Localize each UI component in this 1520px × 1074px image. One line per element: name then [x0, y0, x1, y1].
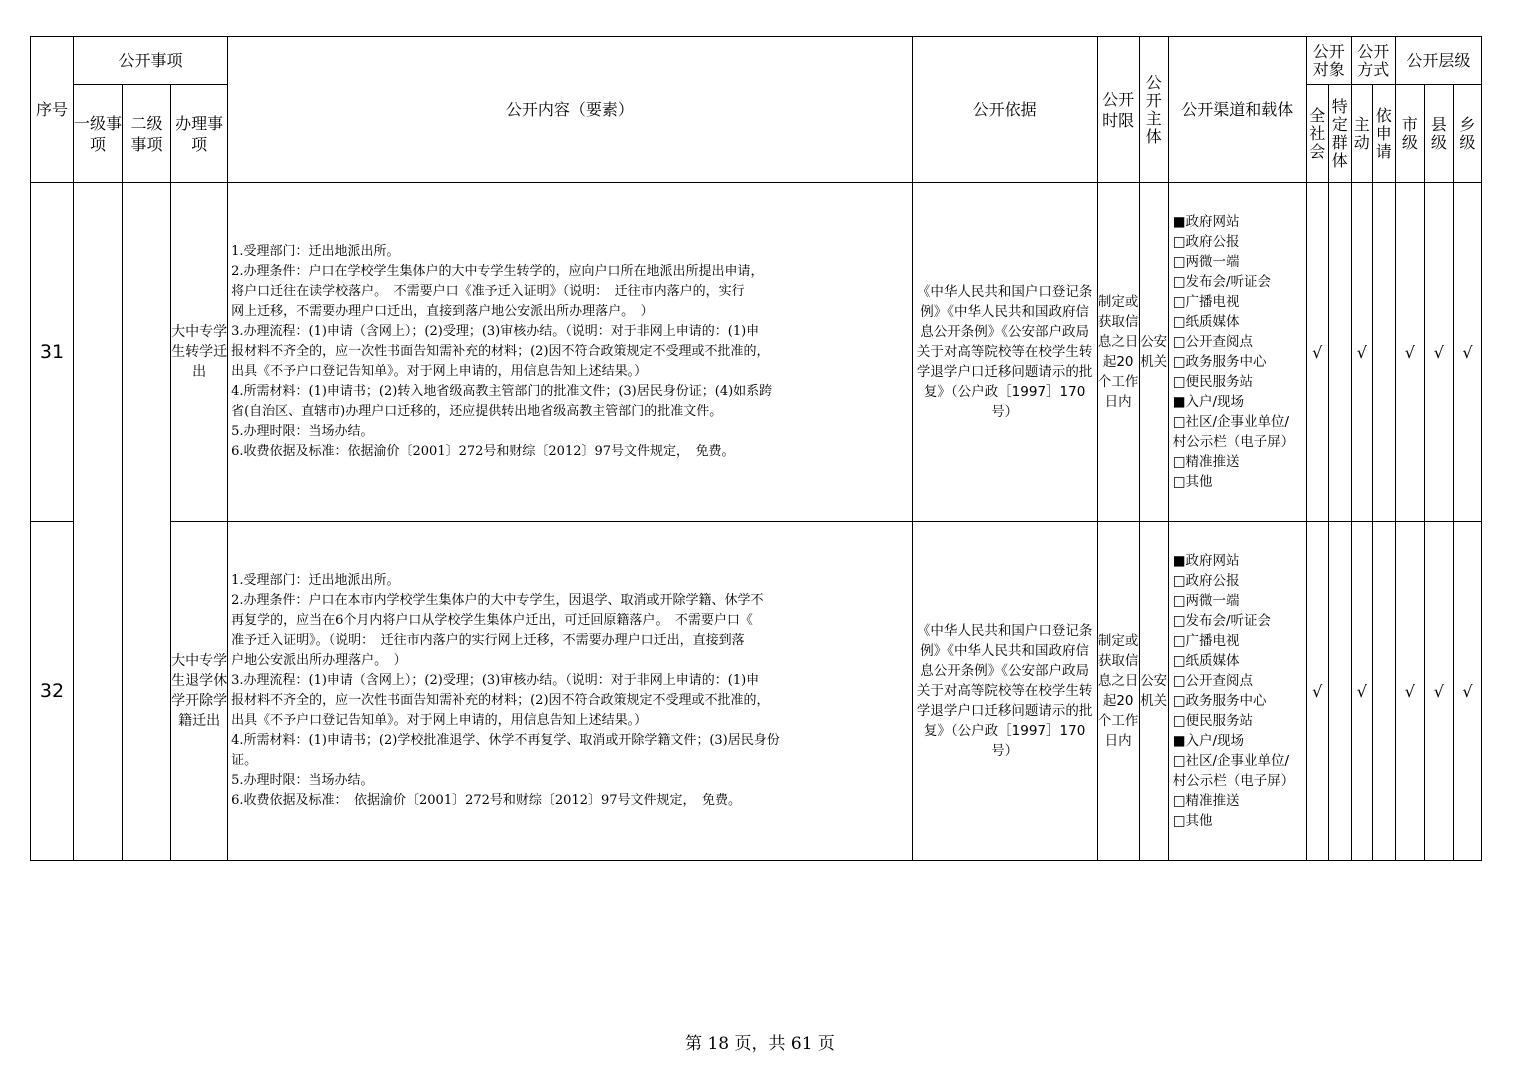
content-line: 省(自治区、直辖市)办理户口迁移的，还应提供转出地省级高教主管部门的批准文件。 [231, 404, 723, 419]
time-limit-cell: 制定或获取信息之日起20个工作日内 [1097, 522, 1139, 861]
header-content: 公开内容（要素） [228, 37, 912, 183]
subject-cell: 公安机关 [1139, 522, 1168, 861]
channel-item: □纸质媒体 [1172, 314, 1240, 330]
content-line: 2.办理条件：户口在学校学生集体户的大中专学生转学的，应向户口所在地派出所提出申请， [231, 264, 764, 279]
checkbox-empty-icon: □ [1172, 673, 1186, 689]
channel-item: ■入户/现场 [1172, 733, 1245, 749]
checkbox-empty-icon: □ [1172, 374, 1186, 390]
header-basis: 公开依据 [912, 37, 1097, 183]
checkbox-empty-icon: □ [1172, 334, 1186, 350]
handle-item: 大中专学生转学迁出 [171, 183, 228, 522]
content-line: 出具《不予户口登记告知单》。对于网上申请的，用信息告知上述结果。） [231, 364, 648, 379]
time-limit-cell: 制定或获取信息之日起20个工作日内 [1097, 183, 1139, 522]
content-line: 5.办理时限：当场办结。 [231, 424, 374, 439]
table-row [31, 183, 1482, 522]
mark-audience-specific [1328, 183, 1351, 522]
content-line: 1.受理部门：迁出地派出所。 [231, 573, 400, 588]
channel-item: □两微一端 [1172, 254, 1240, 270]
channel-item: □政务服务中心 [1172, 693, 1267, 709]
header-audience-all: 全社会 [1306, 85, 1328, 183]
content-line: 2.办理条件：户口在本市内学校学生集体户的大中专学生，因退学、取消或开除学籍、休学不 [231, 593, 764, 608]
checkbox-checked-icon: ■ [1172, 733, 1186, 749]
mark-level-town: √ [1453, 522, 1481, 861]
channel-item: □精准推送 [1172, 454, 1240, 470]
checkbox-empty-icon: □ [1172, 813, 1186, 829]
channel-item: □纸质媒体 [1172, 653, 1240, 669]
channel-item: ■入户/现场 [1172, 394, 1245, 410]
header-items-group: 公开事项 [74, 37, 228, 85]
header-channel: 公开渠道和载体 [1168, 37, 1306, 183]
header-handle: 办理事项 [171, 85, 228, 183]
channel-item: □政府公报 [1172, 234, 1240, 250]
checkbox-empty-icon: □ [1172, 274, 1186, 290]
channel-item: □政务服务中心 [1172, 354, 1267, 370]
mark-audience-specific [1328, 522, 1351, 861]
channel-item: □社区/企事业单位/村公示栏（电子屏） [1172, 753, 1295, 789]
mark-level-county: √ [1424, 183, 1453, 522]
basis-cell: 《中华人民共和国户口登记条例》《中华人民共和国政府信息公开条例》《公安部户政局关于对高等院校等在校学生转学退学户口迁移问题请示的批复》（公户政［1997］170号） [912, 183, 1097, 522]
channel-item: □广播电视 [1172, 633, 1240, 649]
checkbox-empty-icon: □ [1172, 653, 1186, 669]
content-line: 报材料不齐全的，应一次性书面告知需补充的材料；(2)因不符合政策规定不受理或不批准的， [231, 344, 770, 359]
header-audience-group: 公开对象 [1306, 37, 1351, 85]
content-line: 将户口迁往在读学校落户。 不需要户口《准予迁入证明》（说明： 迁往市内落户的，实行 [231, 284, 745, 299]
content-line: 3.办理流程：(1)申请（含网上）；(2)受理；(3)审核办结。（说明：对于非网上申请的：(1)申 [231, 673, 760, 688]
header-level1: 一级事项 [74, 85, 123, 183]
content-line: 证。 [231, 753, 258, 768]
checkbox-empty-icon: □ [1172, 593, 1186, 609]
channel-item: ■政府网站 [1172, 553, 1240, 569]
channel-item: □两微一端 [1172, 593, 1240, 609]
checkbox-empty-icon: □ [1172, 613, 1186, 629]
mark-level-town: √ [1453, 183, 1481, 522]
mark-mode-apply [1372, 522, 1395, 861]
basis-cell: 《中华人民共和国户口登记条例》《中华人民共和国政府信息公开条例》《公安部户政局关于对高等院校等在校学生转学退学户口迁移问题请示的批复》（公户政［1997］170号） [912, 522, 1097, 861]
content-cell [228, 522, 912, 861]
header-level2: 二级事项 [123, 85, 171, 183]
channels-cell [1168, 183, 1306, 522]
channel-item: □发布会/听证会 [1172, 613, 1272, 629]
checkbox-empty-icon: □ [1172, 254, 1186, 270]
content-line: 6.收费依据及标准：依据渝价〔2001〕272号和财综〔2012〕97号文件规定， 免费。 [231, 444, 735, 459]
checkbox-empty-icon: □ [1172, 234, 1186, 250]
header-level-county: 县级 [1424, 85, 1453, 183]
checkbox-empty-icon: □ [1172, 454, 1186, 470]
content-line: 网上迁移，不需要办理户口迁出，直接到落户地公安派出所办理落户。 ） [231, 304, 654, 319]
channel-item: □精准推送 [1172, 793, 1240, 809]
header-level-city: 市级 [1395, 85, 1424, 183]
checkbox-empty-icon: □ [1172, 354, 1186, 370]
checkbox-empty-icon: □ [1172, 414, 1186, 430]
checkbox-empty-icon: □ [1172, 294, 1186, 310]
header-mode-apply: 依申请 [1372, 85, 1395, 183]
checkbox-empty-icon: □ [1172, 573, 1186, 589]
checkbox-empty-icon: □ [1172, 753, 1186, 769]
header-audience-specific: 特定群体 [1328, 85, 1351, 183]
level1-cell [74, 183, 123, 861]
content-line: 再复学的，应当在6个月内将户口从学校学生集体户迁出，可迁回原籍落户。 不需要户口《 [231, 613, 753, 628]
checkbox-empty-icon: □ [1172, 713, 1186, 729]
row-seq: 32 [31, 522, 74, 861]
content-line: 报材料不齐全的，应一次性书面告知需补充的材料；(2)因不符合政策规定不受理或不批准的， [231, 693, 770, 708]
channels-cell [1168, 522, 1306, 861]
content-line: 6.收费依据及标准： 依据渝价〔2001〕272号和财综〔2012〕97号文件规定， 免费。 [231, 793, 742, 808]
channel-item: □其他 [1172, 474, 1213, 490]
checkbox-empty-icon: □ [1172, 314, 1186, 330]
content-cell [228, 183, 912, 522]
header-time-limit: 公开时限 [1097, 37, 1139, 183]
mark-audience-all: √ [1306, 522, 1328, 861]
mark-level-city: √ [1395, 183, 1424, 522]
mark-mode-apply [1372, 183, 1395, 522]
channel-item: □社区/企事业单位/村公示栏（电子屏） [1172, 414, 1295, 450]
table-row [31, 522, 1482, 861]
page-footer: 第 18 页，共 61 页 [685, 1034, 835, 1054]
checkbox-empty-icon: □ [1172, 633, 1186, 649]
channel-item: □公开查阅点 [1172, 673, 1253, 689]
checkbox-checked-icon: ■ [1172, 553, 1186, 569]
header-seq: 序号 [31, 37, 74, 183]
checkbox-checked-icon: ■ [1172, 214, 1186, 230]
content-line: 4.所需材料：(1)申请书；(2)学校批准退学、休学不再复学、取消或开除学籍文件；(3)居民身份 [231, 733, 780, 748]
row-seq: 31 [31, 183, 74, 522]
header-level-group: 公开层级 [1395, 37, 1481, 85]
checkbox-checked-icon: ■ [1172, 394, 1186, 410]
content-line: 出具《不予户口登记告知单》。对于网上申请的，用信息告知上述结果。） [231, 713, 648, 728]
handle-item: 大中专学生退学休学开除学籍迁出 [171, 522, 228, 861]
checkbox-empty-icon: □ [1172, 474, 1186, 490]
content-line: 1.受理部门：迁出地派出所。 [231, 244, 400, 259]
mark-audience-all: √ [1306, 183, 1328, 522]
mark-mode-active: √ [1351, 522, 1372, 861]
channel-item: □便民服务站 [1172, 713, 1253, 729]
checkbox-empty-icon: □ [1172, 793, 1186, 809]
mark-level-city: √ [1395, 522, 1424, 861]
channel-item: □公开查阅点 [1172, 334, 1253, 350]
subject-cell: 公安机关 [1139, 183, 1168, 522]
content-line: 3.办理流程：(1)申请（含网上）；(2)受理；(3)审核办结。（说明：对于非网上申请的：(1)申 [231, 324, 760, 339]
channel-item: □发布会/听证会 [1172, 274, 1272, 290]
disclosure-table [30, 36, 1482, 861]
content-line: 准予迁入证明》。（说明： 迁往市内落户的实行网上迁移，不需要办理户口迁出，直接到落 [231, 633, 745, 648]
content-line: 4.所需材料：(1)申请书；(2)转入地省级高教主管部门的批准文件；(3)居民身份证；(4)如系跨 [231, 384, 773, 399]
header-level-town: 乡级 [1453, 85, 1481, 183]
channel-item: □政府公报 [1172, 573, 1240, 589]
mark-mode-active: √ [1351, 183, 1372, 522]
header-mode-group: 公开方式 [1351, 37, 1395, 85]
level2-cell [123, 183, 171, 861]
content-line: 5.办理时限：当场办结。 [231, 773, 374, 788]
header-subject: 公开主体 [1139, 37, 1168, 183]
channel-item: □便民服务站 [1172, 374, 1253, 390]
mark-level-county: √ [1424, 522, 1453, 861]
checkbox-empty-icon: □ [1172, 693, 1186, 709]
channel-item: □广播电视 [1172, 294, 1240, 310]
header-mode-active: 主动 [1351, 85, 1372, 183]
content-line: 户地公安派出所办理落户。 ） [231, 653, 407, 668]
channel-item: □其他 [1172, 813, 1213, 829]
channel-item: ■政府网站 [1172, 214, 1240, 230]
